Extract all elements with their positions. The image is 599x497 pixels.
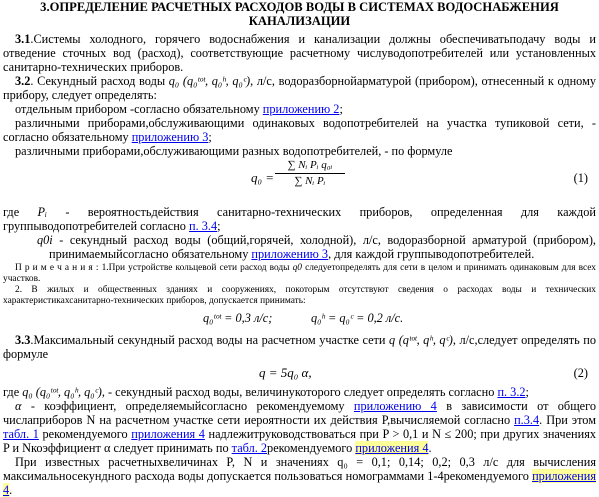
fraction-bar — [275, 173, 345, 174]
link-appendix-4-d[interactable]: приложения 4 — [3, 469, 596, 497]
formula-note-2-a: q₀ᵗᵒᵗ = 0,3 л/с; — [203, 311, 273, 325]
note-2: 2. В жилых и общественных зданиях и сооружениях, покоторым отсутствуют сведения о расходах воды и технических характеристикахсанитарно-технических приборов, допускается принимать: — [3, 285, 596, 306]
paragraph-number: 3.2 — [15, 74, 31, 88]
paragraph-3-1: 3.1.Системы холодного, горячего водоснабжения и канализации должны обеспечиватьподачу воды и отведение сточных вод (расход), соответствующие расчетному числуводопотребителей или установленных санитарно-технических приборов. — [3, 32, 596, 74]
link-appendix-4-a[interactable]: приложению 4 — [353, 399, 437, 413]
title-line-2: КАНАЛИЗАЦИИ — [248, 14, 351, 28]
paragraph-3-2: 3.2. Секундный расход воды q₀ (q₀ᵗᵒᵗ, q₀ʰ, q₀ᶜ), л/с, водоразборнойарматурой (прибором), отнесенный к одному прибору, следует определять: — [3, 74, 596, 102]
alpha-symbol: α — [15, 399, 22, 413]
formula-2 — [3, 361, 596, 385]
q0-symbol-2: q₀ (q₀ᵗᵒᵗ, q₀ʰ, q₀ᶜ) — [22, 385, 102, 399]
formula-2-expr: q = 5q₀ α, — [259, 365, 312, 380]
formula-1-denominator: ∑ Nᵢ Pᵢ — [294, 175, 326, 187]
paragraph-3-3: 3.3.Максимальный секундный расход воды на расчетном участке сети q (qᵗᵒᵗ, qʰ, qᶜ), л/с,следует определять по формуле — [3, 333, 596, 361]
formula-2-number: (2) — [573, 366, 588, 380]
link-appendix-3[interactable]: приложению 3 — [131, 130, 209, 144]
link-table-1[interactable]: табл. 1 — [3, 427, 39, 441]
pi-symbol: Pᵢ — [37, 205, 47, 219]
notes-label: П р и м е ч а н и я — [15, 263, 93, 273]
link-p-3-2[interactable]: п. 3.2 — [497, 385, 526, 399]
formula-1-number: (1) — [573, 171, 588, 185]
q0i-symbol: q0i — [37, 233, 53, 247]
link-appendix-2[interactable]: приложению 2 — [262, 102, 340, 116]
list-item-same-consumers: различными приборами,обслуживающими одинаковых водопотребителей на участка тупиковой сети, - согласно обязательному приложению 3; — [3, 116, 596, 144]
paragraph-number: 3.1 — [15, 32, 31, 46]
where-q0i: q0i - секундный расход воды (общий,горячей, холодной), л/с, водоразборной арматурой (прибором), принимаемыйсогласно обязательному приложению 3, для каждой группыводопотребителей. — [37, 233, 596, 261]
formula-note-2 — [3, 307, 596, 329]
title-line-1: 3.ОПРЕДЕЛЕНИЕ РАСЧЕТНЫХ РАСХОДОВ ВОДЫ В СИСТЕМАХ ВОДОСНАБЖЕНИЯ — [40, 0, 559, 14]
list-item-different-consumers: различными приборами,обслуживающими разных водопотребителей, - по формуле — [15, 144, 453, 158]
q0-symbol: q₀ (q₀ᵗᵒᵗ, q₀ʰ, q₀ᶜ) — [168, 74, 251, 88]
link-appendix-4-c[interactable]: приложения 4 — [355, 441, 429, 455]
link-p-3-4[interactable]: п. 3.4 — [189, 219, 218, 233]
list-item-single-device: отдельным прибором -согласно обязательному приложению 2; — [15, 102, 343, 116]
link-appendix-4-b[interactable]: приложения 4 — [131, 427, 205, 441]
link-p-3-4-b[interactable]: п.3.4 — [514, 413, 540, 427]
paragraph-number: 3.3 — [15, 333, 31, 347]
q-symbol: q (qᵗᵒᵗ, qʰ, qᶜ) — [389, 333, 453, 347]
link-appendix-3-b[interactable]: приложению 3 — [251, 247, 329, 261]
nomogram-paragraph: При известных расчетныхвеличинах P, N и значениях q₀ = 0,1; 0,14; 0,2; 0,3 л/с для вычисления максимальносекундного расхода воды допускается пользоваться номограммами 1-4рекомендуемого приложения 4. — [3, 455, 596, 497]
formula-note-2-b: q₀ʰ = q₀ᶜ = 0,2 л/с. — [311, 311, 404, 325]
where-pi: где Pᵢ - вероятностьдействия санитарно-технических приборов, определенная для каждой группыводопотребителей согласно п. 3.4; — [3, 205, 597, 233]
formula-1 — [3, 159, 596, 203]
formula-1-numerator: ∑ Nᵢ Pᵢ q₀ᵢ — [287, 159, 333, 171]
alpha-definition: α - коэффициент, определяемыйсогласно рекомендуемому приложению 4 в зависимости от общего числаприборов N на расчетном участке сети иероятности их действия P,вычисляемой согласно п.3.4. При этом табл. 1 рекомендуемого приложения 4 надлежитруководствоваться при P > 0,1 и N ≤ 200; при других значениях P и Nкоэффициент α следует принимать по табл. 2рекомендуемого приложения 4. — [3, 399, 597, 455]
formula-1-lhs: q₀ = — [251, 170, 275, 185]
note-1: П р и м е ч а н и я : 1.При устройстве кольцевой сети расход воды q0 следуетопределять для сети в целом и принимать одинаковым для всех участков. — [3, 263, 596, 284]
where-q0: где q₀ (q₀ᵗᵒᵗ, q₀ʰ, q₀ᶜ), - секундный расход воды, величинукоторого следует определять согласно п. 3.2; — [3, 385, 529, 399]
link-table-2[interactable]: табл. 2 — [231, 441, 268, 455]
section-title — [3, 0, 596, 28]
formula-1-fraction — [275, 159, 345, 188]
